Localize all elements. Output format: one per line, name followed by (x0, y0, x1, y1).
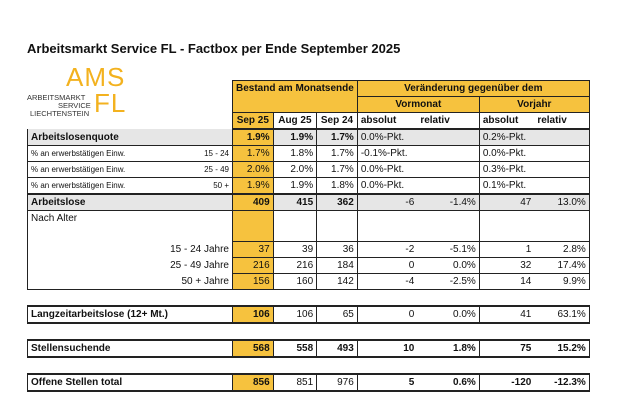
cell-vj-rel (534, 178, 589, 195)
cell-vj-rel: 2.8% (534, 242, 589, 258)
label-arbeitslose: Arbeitslose (28, 194, 233, 211)
cell-vj-abs: 75 (479, 340, 534, 357)
label-quote-25-49: % an erwerbstätigen Einw. (28, 162, 188, 178)
label-nach-alter: Nach Alter (28, 211, 233, 227)
cell-vj-rel (534, 129, 589, 146)
col-vj-absolut: absolut (479, 113, 534, 130)
cell-vm-abs: -0.1%-Pkt. (357, 146, 417, 162)
cell-vm-abs: -2 (357, 242, 417, 258)
label-quote-15-24: % an erwerbstätigen Einw. (28, 146, 188, 162)
cell-vj-rel (534, 162, 589, 178)
cell-sep25: 156 (233, 274, 274, 290)
cell-sep25: 106 (233, 306, 274, 323)
row-quote-50 (28, 178, 590, 195)
cell-vj-rel: 13.0% (534, 194, 589, 211)
range-15-24: 15 - 24 (188, 146, 233, 162)
cell-vj-abs: 41 (479, 306, 534, 323)
cell-sep25: 1.9% (233, 129, 274, 146)
cell-vm-abs: 0.0%-Pkt. (357, 178, 417, 195)
logo-line-3: LIECHTENSTEIN (30, 109, 90, 118)
label-alter-25-49: 25 - 49 Jahre (28, 258, 233, 274)
range-25-49: 25 - 49 (188, 162, 233, 178)
header-vormonat: Vormonat (357, 97, 479, 113)
cell-sep24: 184 (317, 258, 358, 274)
cell-vm-rel (417, 129, 479, 146)
cell-sep25: 2.0% (233, 162, 274, 178)
cell-aug25: 216 (273, 258, 317, 274)
header-bestand: Bestand am Monatsende (233, 81, 358, 97)
cell-sep25: 568 (233, 340, 274, 357)
label-offene-stellen: Offene Stellen total (28, 374, 233, 391)
cell-sep24: 1.7% (317, 162, 358, 178)
row-arbeitslosenquote (28, 129, 590, 146)
row-alter-15-24 (28, 242, 590, 258)
cell-vm-rel: 0.6% (417, 374, 479, 391)
cell-vj-rel: 9.9% (534, 274, 589, 290)
cell-sep25: 856 (233, 374, 274, 391)
cell-vj-rel (534, 146, 589, 162)
cell-aug25: 558 (273, 340, 317, 357)
logo-line-2: SERVICE (58, 101, 91, 110)
col-sep25: Sep 25 (233, 113, 274, 130)
cell-sep24: 36 (317, 242, 358, 258)
cell-vm-abs: -6 (357, 194, 417, 211)
header-vorjahr: Vorjahr (479, 97, 589, 113)
cell-vj-abs: 0.3%-Pkt. (479, 162, 534, 178)
cell-sep24: 362 (317, 194, 358, 211)
cell-sep24: 1.7% (317, 129, 358, 146)
cell-sep25: 409 (233, 194, 274, 211)
cell-vj-rel: -12.3% (534, 374, 589, 391)
cell-sep24: 65 (317, 306, 358, 323)
cell-vj-abs: -120 (479, 374, 534, 391)
cell-vj-rel: 63.1% (534, 306, 589, 323)
cell-sep24: 1.8% (317, 178, 358, 195)
header-veraenderung: Veränderung gegenüber dem (357, 81, 589, 97)
cell-vm-rel: -1.4% (417, 194, 479, 211)
logo-ams-text: AMS (66, 62, 126, 92)
label-arbeitslosenquote: Arbeitslosenquote (28, 129, 233, 146)
row-arbeitslose (28, 194, 590, 211)
cell-vj-abs: 1 (479, 242, 534, 258)
cell-aug25: 2.0% (273, 162, 317, 178)
factbox-table (27, 80, 590, 392)
header-row-2 (28, 97, 590, 113)
label-stellensuchende: Stellensuchende (28, 340, 233, 357)
label-alter-15-24: 15 - 24 Jahre (28, 242, 233, 258)
cell-aug25: 1.9% (273, 178, 317, 195)
cell-vm-rel: 0.0% (417, 306, 479, 323)
cell-vm-rel: -2.5% (417, 274, 479, 290)
label-quote-50: % an erwerbstätigen Einw. (28, 178, 188, 195)
label-alter-50: 50 + Jahre (28, 274, 233, 290)
cell-sep25: 216 (233, 258, 274, 274)
logo-fl-text: FL (94, 88, 127, 118)
cell-sep25: 1.7% (233, 146, 274, 162)
row-quote-15-24 (28, 146, 590, 162)
cell-aug25: 1.9% (273, 129, 317, 146)
page-title: Arbeitsmarkt Service FL - Factbox per Ende September 2025 (27, 41, 401, 56)
cell-sep24: 1.7% (317, 146, 358, 162)
cell-aug25: 106 (273, 306, 317, 323)
cell-sep24: 493 (317, 340, 358, 357)
cell-vm-rel: -5.1% (417, 242, 479, 258)
cell-aug25: 39 (273, 242, 317, 258)
cell-aug25: 160 (273, 274, 317, 290)
cell-vm-abs: 0 (357, 258, 417, 274)
header-row-1 (28, 81, 590, 97)
row-nach-alter (28, 211, 590, 227)
col-vm-relativ: relativ (417, 113, 479, 130)
cell-vm-abs: 10 (357, 340, 417, 357)
range-50: 50 + (188, 178, 233, 195)
cell-vm-abs: 0 (357, 306, 417, 323)
cell-vm-abs: -4 (357, 274, 417, 290)
row-alter-25-49 (28, 258, 590, 274)
cell-aug25: 1.8% (273, 146, 317, 162)
cell-vm-rel (417, 178, 479, 195)
cell-sep25: 1.9% (233, 178, 274, 195)
cell-vm-abs: 0.0%-Pkt. (360, 132, 405, 143)
cell-vm-rel: 1.8% (417, 340, 479, 357)
cell-vj-abs: 14 (479, 274, 534, 290)
row-stellensuchende (28, 340, 590, 357)
row-langzeit (28, 306, 590, 323)
cell-aug25: 851 (273, 374, 317, 391)
cell-sep25: 37 (233, 242, 274, 258)
cell-vj-abs: 47 (479, 194, 534, 211)
col-vj-relativ: relativ (534, 113, 589, 130)
cell-vj-rel: 17.4% (534, 258, 589, 274)
cell-vm-abs: 0.0%-Pkt. (357, 162, 417, 178)
cell-vj-abs: 0.0%-Pkt. (479, 146, 534, 162)
col-aug25: Aug 25 (273, 113, 317, 130)
cell-vm-abs: 5 (357, 374, 417, 391)
cell-aug25: 415 (273, 194, 317, 211)
cell-sep24: 976 (317, 374, 358, 391)
cell-vj-abs: 0.1%-Pkt. (479, 178, 534, 195)
col-sep24: Sep 24 (317, 113, 358, 130)
cell-vm-rel: 0.0% (417, 258, 479, 274)
cell-vj-rel: 15.2% (534, 340, 589, 357)
cell-vm-rel (417, 162, 479, 178)
header-row-3 (28, 113, 590, 130)
row-offene-stellen (28, 374, 590, 391)
label-langzeit: Langzeitarbeitslose (12+ Mt.) (28, 306, 233, 323)
cell-vj-abs: 0.2%-Pkt. (482, 132, 527, 143)
cell-vm-rel (417, 146, 479, 162)
row-quote-25-49 (28, 162, 590, 178)
row-alter-50 (28, 274, 590, 290)
cell-sep24: 142 (317, 274, 358, 290)
cell-vj-abs: 32 (479, 258, 534, 274)
logo-line-1: ARBEITSMARKT (27, 93, 86, 102)
col-vm-absolut: absolut (357, 113, 417, 130)
